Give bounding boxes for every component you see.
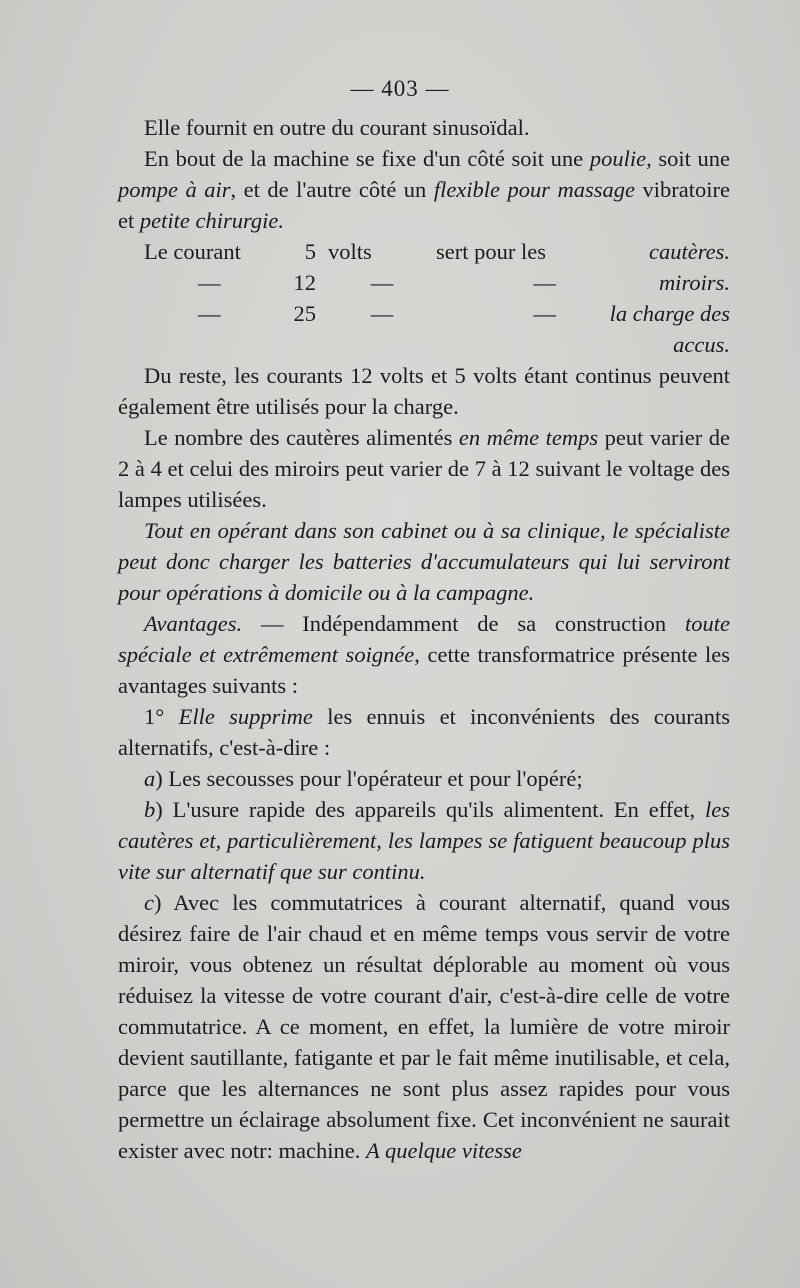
text: Elle fournit en outre du courant sinusoïdal. [144,115,530,140]
text: Du reste, les courants 12 volts et 5 volts étant continus peuvent également être utilisés pour la charge. [118,363,730,419]
page-body [118,112,730,1166]
cell: volts [328,239,372,264]
text: ) L'usure rapide des appareils qu'ils alimentent. En effet, [155,797,705,822]
paragraph-7 [118,701,730,763]
cell: la charge des accus. [609,301,730,357]
text-italic: Avantages. [144,611,243,636]
text-italic: Tout en opérant dans son cabinet ou à sa clinique, le spécialiste peut donc charger les batteries d'accumulateurs qui lui serviront pour opérations à domicile ou à la campagne. [118,518,730,605]
text-italic: pompe à air [118,177,231,202]
text: soit une [651,146,730,171]
voltage-row-1 [118,236,730,267]
text: les ennuis et inconvénients des courants alternatifs, c'est-à-dire : [118,704,730,760]
text-italic: flexible pour massage [433,177,636,202]
paragraph-10 [118,887,730,1166]
text-italic: les cautères et, particulièrement, les lampes se fatiguent beaucoup plus vite sur alternatif que sur continu. [118,797,730,884]
voltage-row-3 [118,298,730,360]
text-italic: b [144,797,156,822]
cell: sert pour les [436,239,546,264]
text-italic: c [144,890,154,915]
cell: 5 [304,239,316,264]
paragraph-3 [118,360,730,422]
cell: — [370,301,394,326]
cell: — [198,301,221,326]
text: — Indépendamment de sa construction [242,611,685,636]
text: , et de l'autre côté un [230,177,434,202]
page-number: — 403 — [350,76,450,101]
text: Le nombre des cautères alimentés [144,425,459,450]
cell: — [198,270,221,295]
text: En bout de la machine se fixe d'un côté soit une [144,146,590,171]
text-italic: petite chirurgie. [139,208,285,233]
text-italic: a [144,766,156,791]
cell: cautères. [648,239,730,264]
text-italic: poulie, [589,146,652,171]
text-italic: en même temps [458,425,599,450]
text: 1° [144,704,179,729]
text: ) Les secousses pour l'opérateur et pour l'opéré; [155,766,583,791]
cell: — [533,301,556,326]
paragraph-4 [118,422,730,515]
cell: — [370,270,394,295]
paragraph-8 [118,763,730,794]
paragraph-1 [118,112,730,143]
cell: — [533,270,556,295]
cell: miroirs. [658,270,730,295]
cell: 25 [293,301,316,326]
paragraph-6 [118,608,730,701]
paragraph-9 [118,794,730,887]
voltage-row-2 [118,267,730,298]
paragraph-2 [118,143,730,236]
text-italic: toute spéciale et extrêmement soignée [118,611,730,667]
paragraph-5 [118,515,730,608]
text-italic: A quelque vitesse [366,1138,522,1163]
text: , cette transformatrice présente les avantages suivants : [118,642,730,698]
text: ) Avec les commutatrices à courant alternatif, quand vous désirez faire de l'air chaud et en même temps vous servir de votre miroir, vous obtenez un résultat déplorable au moment où vous réduisez la vitesse de votre courant d'air, c'est-à-dire celle de votre commutatrice. A ce moment, en effet, la lumière de votre miroir devient sautillante, fatigante et par le fait même inutilisable, et cela, parce que les alternances ne sont plus assez rapides pour vous permettre un éclairage absolument fixe. Cet inconvénient ne saurait exister avec notr: machine. [118,890,730,1163]
text: vibratoire et [118,177,730,233]
text-italic: Elle supprime [178,704,313,729]
cell: Le courant [144,239,241,264]
cell: 12 [293,270,316,295]
text: peut varier de 2 à 4 et celui des miroirs peut varier de 7 à 12 suivant le voltage des lampes utilisées. [118,425,731,512]
